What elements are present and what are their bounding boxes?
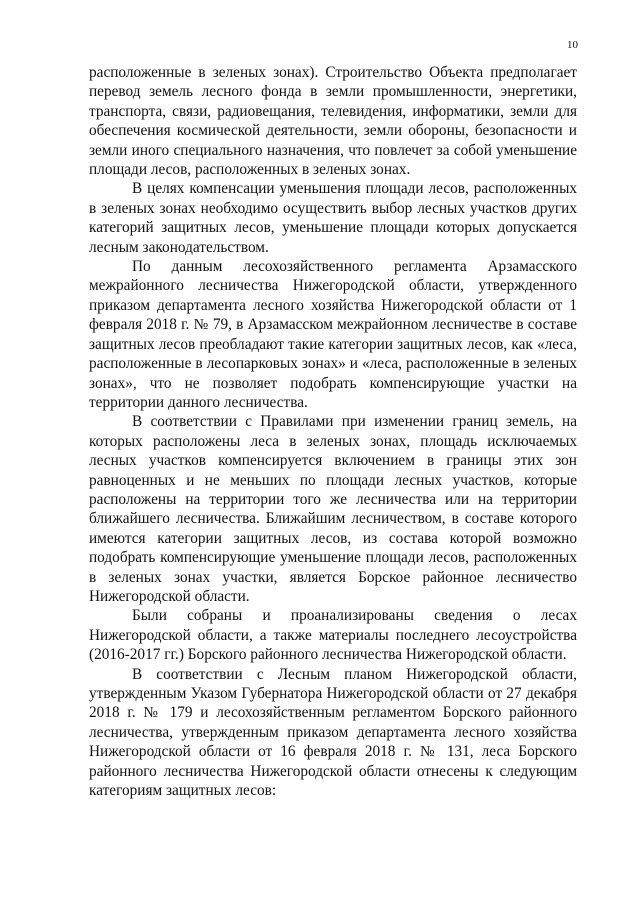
paragraph-5: Были собраны и проанализированы сведения о лесах Нижегородской области, а также материалы последнего лесоустройства (2016-2017 гг.) Борского районного лесничества Нижегородской области.	[89, 607, 577, 664]
paragraph-6: В соответствии с Лесным планом Нижегородской области, утвержденным Указом Губернатора Нижегородской области от 27 декабря 2018 г. № 179 и лесохозяйственным регламентом Борского районного лесничества, утвержденным приказом департамента лесного хозяйства Нижегородской области от 16 февраля 2018 г. № 131, леса Борского районного лесничества Нижегородской области отнесены к следующим категориям защитных лесов:	[89, 665, 577, 800]
paragraph-2: В целях компенсации уменьшения площади лесов, расположенных в зеленых зонах необходимо осуществить выбор лесных участков других категорий защитных лесов, уменьшение площади которых допускается лесным законодательством.	[89, 180, 577, 256]
paragraph-4: В соответствии с Правилами при изменении границ земель, на которых расположены леса в зеленых зонах, площадь исключаемых лесных участков компенсируется включением в границы этих зон равноценных и не меньших по площади лесных участков, которые расположены на территории того же лесничества или на территории ближайшего лесничества. Ближайшим лесничеством, в составе которого имеются категории защитных лесов, из состава которой возможно подобрать компенсирующие уменьшение площади лесов, расположенных в зеленых зонах участки, является Борское районное лесничество Нижегородской области.	[89, 413, 577, 605]
paragraph-3: По данным лесохозяйственного регламента Арзамасского межрайонного лесничества Нижегородской области, утвержденного приказом департамента лесного хозяйства Нижегородской области от 1 февраля 2018 г. № 79, в Арзамасском межрайонном лесничестве в составе защитных лесов преобладают такие категории защитных лесов, как «леса, расположенные в лесопарковых зонах» и «леса, расположенные в зеленых зонах», что не позволяет подобрать компенсирующие участки на территории данного лесничества.	[89, 258, 577, 411]
document-body	[89, 63, 577, 800]
page-number: 10	[567, 39, 578, 51]
paragraph-1: расположенные в зеленых зонах). Строительство Объекта предполагает перевод земель лесного фонда в земли промышленности, энергетики, транспорта, связи, радиовещания, телевидения, информатики, земли для обеспечения космической деятельности, земли обороны, безопасности и земли иного специального назначения, что повлечет за собой уменьшение площади лесов, расположенных в зеленых зонах.	[89, 64, 577, 179]
